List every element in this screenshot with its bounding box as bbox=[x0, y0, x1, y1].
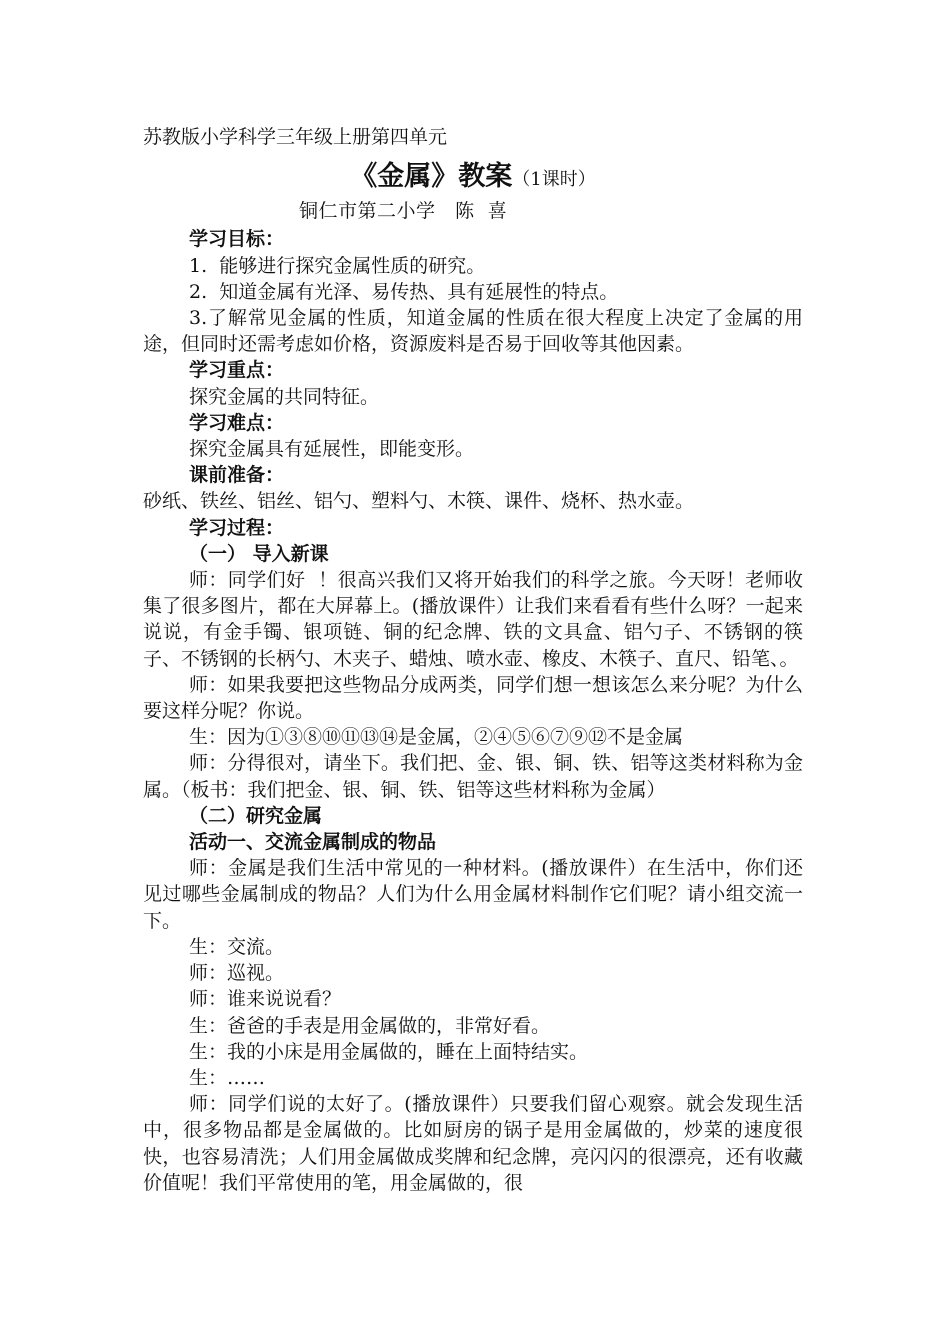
document-body bbox=[143, 124, 803, 1196]
activity1-paragraph: 师：同学们说的太好了。(播放课件）只要我们留心观察。就会发现生活中，很多物品都是金属做的。比如厨房的锅子是用金属做的，炒菜的速度很快，也容易清洗；人们用金属做成奖牌和纪念牌，亮闪闪的很漂亮，还有收藏价值呢！我们平常使用的笔，用金属做的，很 bbox=[143, 1093, 803, 1194]
activity1-paragraph: 生：…… bbox=[189, 1066, 266, 1089]
section1-paragraph: 师：分得很对，请坐下。我们把、金、银、铜、铁、铝等这类材料称为金属。（板书：我们把金、银、铜、铁、铝等这些材料称为金属） bbox=[143, 752, 803, 801]
prep-heading: 课前准备： bbox=[189, 464, 285, 487]
section1-paragraph: 生：因为①③⑧⑩⑪⑬⑭是金属，②④⑤⑥⑦⑨⑫不是金属 bbox=[189, 726, 684, 749]
section1-paragraph: 师：同学们好 ！很高兴我们又将开始我们的科学之旅。今天呀！老师收集了很多图片，都在大屏幕上。(播放课件）让我们来看看有些什么呀？一起来说说，有金手镯、银项链、铜的纪念牌、铁的文具盒、铝勺子、不锈钢的筷子、不锈钢的长柄勺、木夹子、蜡烛、喷水壶、橡皮、木筷子、直尺、铅笔、。 bbox=[143, 569, 803, 670]
title-note: （1课时） bbox=[512, 169, 596, 191]
objective-item: 1. 能够进行探究金属性质的研究。 bbox=[189, 254, 486, 277]
section1-heading: （一） 导入新课 bbox=[189, 542, 329, 565]
prep-text: 砂纸、铁丝、铝丝、铝勺、塑料勺、木筷、课件、烧杯、热水壶。 bbox=[143, 490, 695, 513]
series-line: 苏教版小学科学三年级上册第四单元 bbox=[143, 126, 448, 148]
activity1-paragraph: 师：谁来说说看？ bbox=[189, 988, 342, 1011]
activity1-paragraph: 生：爸爸的手表是用金属做的，非常好看。 bbox=[189, 1014, 551, 1037]
activity1-paragraph: 师：巡视。 bbox=[189, 962, 285, 985]
page-title: 《金属》教案 bbox=[350, 161, 513, 193]
objective-item: 2. 知道金属有光泽、易传热、具有延展性的特点。 bbox=[189, 280, 619, 303]
activity1-paragraph: 生：交流。 bbox=[189, 935, 285, 958]
section2-heading: （二）研究金属 bbox=[189, 804, 323, 827]
objectives-heading: 学习目标： bbox=[189, 228, 285, 251]
objective-item: 3.了解常见金属的性质，知道金属的性质在很大程度上决定了金属的用途，但同时还需考虑如价格，资源废料是否易于回收等其他因素。 bbox=[143, 307, 803, 356]
key-heading: 学习重点： bbox=[189, 359, 285, 382]
activity1-paragraph: 师：金属是我们生活中常见的一种材料。(播放课件）在生活中，你们还见过哪些金属制成的物品？人们为什么用金属材料制作它们呢？请小组交流一下。 bbox=[143, 857, 803, 932]
difficulty-text: 探究金属具有延展性，即能变形。 bbox=[189, 438, 475, 461]
section1-paragraph: 师：如果我要把这些物品分成两类，同学们想一想该怎么来分呢？为什么要这样分呢？你说。 bbox=[143, 673, 803, 723]
activity1-heading: 活动一、交流金属制成的物品 bbox=[189, 831, 437, 854]
difficulty-heading: 学习难点： bbox=[189, 411, 285, 434]
key-point: 探究金属的共同特征。 bbox=[189, 385, 380, 408]
author-line: 铜仁市第二小学 陈 喜 bbox=[299, 200, 508, 223]
activity1-paragraph: 生：我的小床是用金属做的，睡在上面特结实。 bbox=[189, 1040, 589, 1063]
process-heading: 学习过程： bbox=[189, 516, 285, 539]
title-line bbox=[143, 160, 803, 194]
